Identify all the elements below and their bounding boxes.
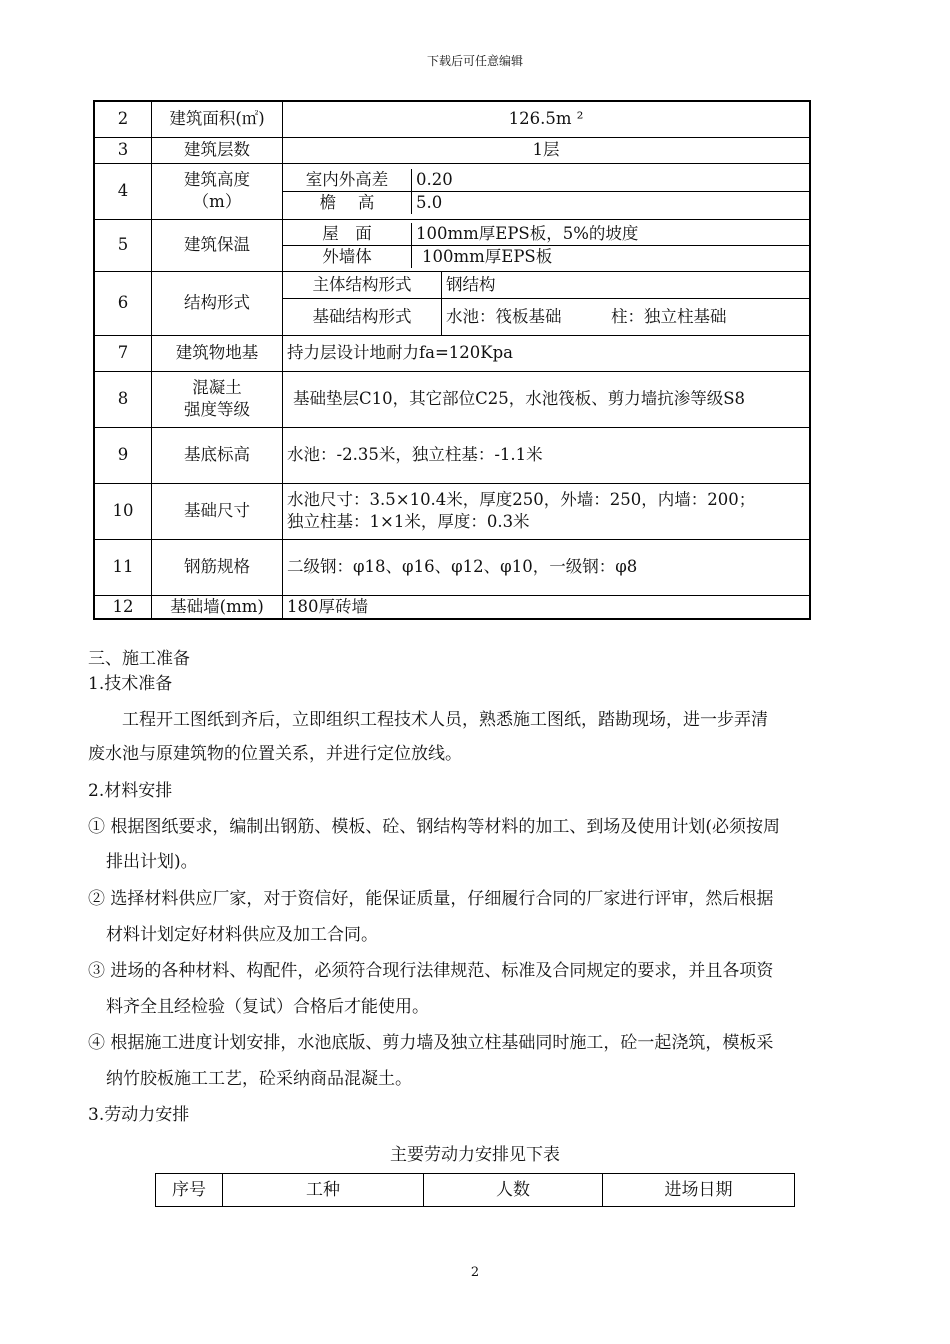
row-number: 10: [94, 483, 152, 539]
page-number: 2: [470, 1265, 480, 1280]
sub-value: 100mm厚EPS板，5%的坡度: [416, 223, 639, 243]
label-line-2: （m）: [192, 192, 242, 211]
labor-table: [155, 1173, 795, 1207]
value-line-2: 独立柱基：1×1米，厚度：0.3米: [287, 512, 530, 531]
sub-table: [283, 169, 809, 214]
row-number: 5: [94, 219, 152, 271]
row-number: 4: [94, 163, 152, 219]
paragraph-line: 废水池与原建筑物的位置关系，并进行定位放线。: [88, 744, 462, 764]
sub-table-cell: [283, 163, 811, 219]
row-label: [152, 371, 283, 427]
table-row: [94, 539, 810, 595]
row-value: 180厚砖墙: [283, 595, 811, 619]
sub-value: 0.20: [416, 169, 453, 189]
sub-table-cell: [283, 219, 811, 271]
sub-key: 屋 面: [283, 223, 412, 246]
table-row: [94, 335, 810, 371]
sub-table: [283, 272, 809, 335]
list-item-continuation: 纳竹胶板施工工艺，砼采纳商品混凝土。: [106, 1069, 412, 1089]
row-label: 基础墙(mm): [152, 595, 283, 619]
row-value: 二级钢：φ18、φ16、φ12、φ10，一级钢：φ8: [283, 539, 811, 595]
label-line-2: 强度等级: [184, 400, 250, 419]
row-number: 12: [94, 595, 152, 619]
paragraph-line: 工程开工图纸到齐后，立即组织工程技术人员，熟悉施工图纸，踏勘现场，进一步弄清: [122, 710, 768, 730]
table-caption: 主要劳动力安排见下表: [390, 1145, 560, 1165]
table-row: [94, 483, 810, 539]
table-row: [94, 219, 810, 271]
row-label: 基底标高: [152, 427, 283, 483]
row-label: 钢筋规格: [152, 539, 283, 595]
sub-key: 基础结构形式: [283, 299, 442, 335]
list-item-continuation: 料齐全且经检验（复试）合格后才能使用。: [106, 997, 429, 1017]
row-number: 7: [94, 335, 152, 371]
table-row: [94, 595, 810, 619]
sub-value: 钢结构: [446, 274, 496, 294]
list-item: ④ 根据施工进度计划安排，水池底版、剪力墙及独立柱基础同时施工，砼一起浇筑，模板采: [88, 1033, 774, 1053]
list-item-continuation: 排出计划)。: [106, 852, 198, 872]
subsection-title: 1.技术准备: [88, 674, 173, 694]
row-value: 水池：-2.35米，独立柱基：-1.1米: [283, 427, 811, 483]
table-row: [94, 427, 810, 483]
row-value: [283, 483, 811, 539]
sub-table-cell: [283, 271, 811, 335]
row-number: 3: [94, 137, 152, 163]
row-number: 9: [94, 427, 152, 483]
label-line-1: 混凝土: [192, 378, 242, 397]
col-header: 工种: [223, 1174, 424, 1207]
row-value: 1层: [283, 137, 811, 163]
row-label: 建筑物地基: [152, 335, 283, 371]
row-label: 建筑面积(㎡): [152, 101, 283, 137]
row-value: 持力层设计地耐力fa=120Kpa: [283, 335, 811, 371]
col-header: 进场日期: [603, 1174, 795, 1207]
label-line-1: 建筑高度: [184, 170, 250, 189]
subsection-title: 3.劳动力安排: [88, 1105, 190, 1125]
row-number: 2: [94, 101, 152, 137]
page-header: 下载后可任意编辑: [426, 54, 523, 68]
table-row: [94, 271, 810, 335]
row-label: [152, 163, 283, 219]
sub-key: 主体结构形式: [283, 272, 442, 299]
table-row: [94, 371, 810, 427]
row-label: 基础尺寸: [152, 483, 283, 539]
list-item: ③ 进场的各种材料、构配件，必须符合现行法律规范、标准及合同规定的要求，并且各项资: [88, 961, 774, 981]
row-value: 126.5m ²: [283, 101, 811, 137]
row-label: 建筑保温: [152, 219, 283, 271]
row-number: 8: [94, 371, 152, 427]
row-number: 6: [94, 271, 152, 335]
sub-value: 5.0: [416, 192, 443, 212]
col-header: 序号: [156, 1174, 223, 1207]
table-header-row: [156, 1174, 795, 1207]
sub-key: 外墙体: [283, 245, 412, 268]
sub-value: 水池：筏板基础 柱：独立柱基础: [446, 306, 727, 326]
row-value: 基础垫层C10，其它部位C25，水池筏板、剪力墙抗渗等级S8: [283, 371, 811, 427]
sub-key: 檐 高: [283, 191, 412, 214]
list-item: ② 选择材料供应厂家，对于资信好，能保证质量，仔细履行合同的厂家进行评审，然后根据: [88, 889, 774, 909]
row-number: 11: [94, 539, 152, 595]
table-row: [94, 137, 810, 163]
subsection-title: 2.材料安排: [88, 781, 173, 801]
value-line-1: 水池尺寸：3.5×10.4米，厚度250，外墙：250，内墙：200；: [287, 490, 756, 509]
sub-key: 室内外高差: [283, 169, 412, 192]
section-heading: 三、施工准备: [88, 649, 190, 669]
sub-table: [283, 223, 809, 268]
row-label: 建筑层数: [152, 137, 283, 163]
list-item: ① 根据图纸要求，编制出钢筋、模板、砼、钢结构等材料的加工、到场及使用计划(必须按周: [88, 817, 781, 837]
table-row: [94, 163, 810, 219]
col-header: 人数: [424, 1174, 603, 1207]
row-label: 结构形式: [152, 271, 283, 335]
building-info-table: [93, 100, 811, 620]
table-row: [94, 101, 810, 137]
sub-value: 100mm厚EPS板: [422, 246, 553, 266]
list-item-continuation: 材料计划定好材料供应及加工合同。: [106, 925, 378, 945]
